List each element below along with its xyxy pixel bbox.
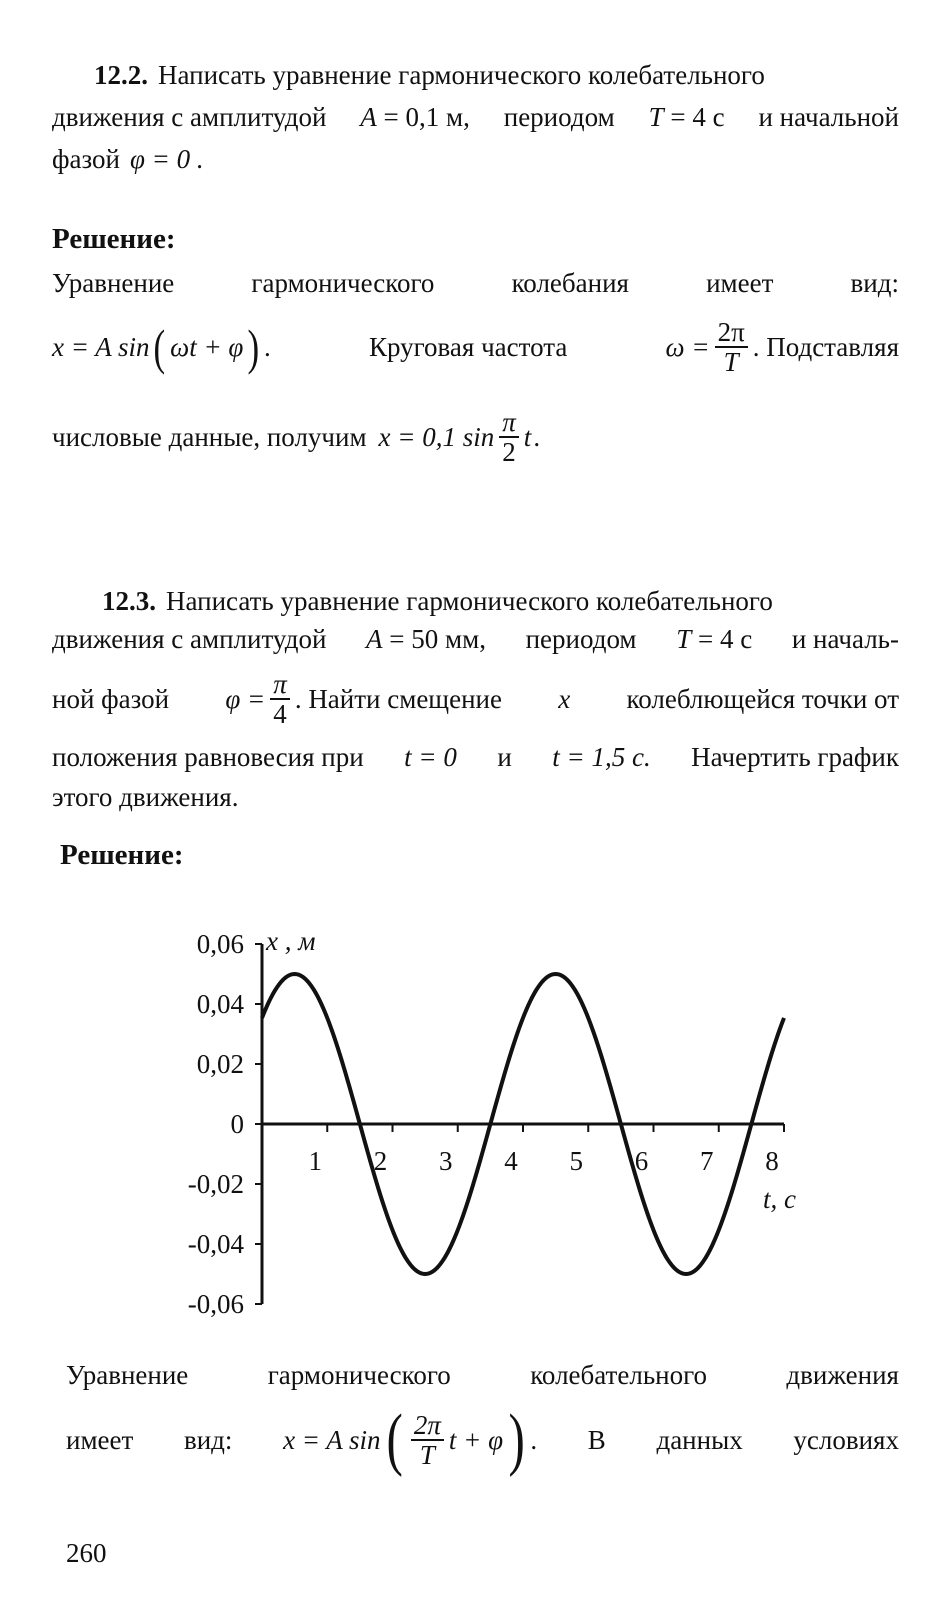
x-tick-label: 5 — [569, 1146, 583, 1176]
fraction-numerator: 2π — [715, 318, 748, 348]
fraction-denominator: T — [419, 1440, 435, 1470]
fraction-numerator: π — [499, 408, 519, 438]
x-tick-label: 7 — [700, 1146, 714, 1176]
amplitude-value: = 0,1 м, — [383, 102, 470, 132]
right-paren: ) — [508, 1401, 525, 1478]
amplitude-symbol: A — [360, 102, 377, 132]
solution-12-2-line3 — [52, 402, 540, 472]
period-value: = 4 с — [670, 102, 725, 132]
solution-word: условиях — [793, 1424, 899, 1455]
equation-end: . — [264, 331, 271, 362]
phase-equation — [225, 670, 502, 729]
x-tick-label: 6 — [634, 1146, 649, 1176]
problem-12-3-text: Начертить график — [691, 742, 899, 772]
equation-end: . — [530, 1424, 538, 1455]
problem-12-2-line1 — [52, 62, 899, 92]
left-paren: ( — [153, 319, 166, 375]
x-tick-label: 1 — [308, 1146, 322, 1176]
solution-word: Уравнение — [66, 1360, 189, 1390]
amplitude-symbol: A — [366, 624, 383, 654]
x-tick-label: 4 — [504, 1146, 518, 1176]
solution-word: Уравнение — [52, 268, 175, 298]
solution-word: данных — [656, 1424, 743, 1455]
x-tick-label: 2 — [373, 1146, 388, 1176]
y-tick-label: 0,06 — [196, 929, 244, 959]
problem-12-3-number: 12.3. — [102, 586, 156, 616]
page-number: 260 — [66, 1538, 107, 1568]
fraction-numerator: π — [270, 670, 290, 700]
omega-lhs: ω = — [665, 331, 710, 362]
problem-12-2-number: 12.2. — [94, 60, 148, 90]
fraction-denominator: T — [723, 347, 739, 377]
solution-12-2-line1 — [52, 270, 899, 300]
solution-12-3-heading: Решение: — [60, 839, 184, 871]
time-one-point-five: t = 1,5 с. — [552, 742, 651, 772]
phase-lhs: φ = — [225, 683, 266, 714]
pi-over-4-fraction — [270, 670, 290, 729]
general-harmonic-equation — [283, 1401, 538, 1478]
solution-12-3-line2 — [66, 1400, 899, 1480]
solution-12-2-line2 — [52, 312, 899, 382]
problem-12-2-text: периодом — [503, 102, 615, 132]
equation-lhs: x = A sin — [52, 331, 150, 362]
solution-text: Круговая частота — [368, 331, 568, 362]
problem-12-3-line2 — [52, 626, 899, 656]
problem-12-3-text: ной фазой — [52, 683, 170, 714]
problem-12-3-text: . Найти смещение — [294, 683, 502, 714]
problem-12-2-text: и начальной — [758, 102, 899, 132]
problem-12-2-text: Написать уравнение гармонического колебательного — [158, 60, 765, 90]
x-axis-label: t, с — [763, 1184, 796, 1214]
y-tick-label: -0,04 — [187, 1229, 244, 1259]
solution-word: вид: — [850, 268, 899, 298]
harmonic-equation — [52, 319, 271, 375]
x-tick-label: 3 — [439, 1146, 453, 1176]
equation-lhs: x = 0,1 sin — [378, 421, 495, 452]
amplitude-value: = 50 мм, — [389, 624, 486, 654]
problem-12-2-text: фазой — [52, 144, 120, 174]
equation-argument: ωt + φ — [170, 331, 244, 362]
period-symbol: T — [648, 102, 664, 132]
equation-rest: t + φ — [448, 1424, 504, 1455]
pi-over-2-fraction — [499, 408, 519, 467]
phase-equation: φ = 0 . — [129, 144, 204, 174]
problem-12-3-line3 — [52, 664, 899, 734]
time-zero: t = 0 — [404, 742, 457, 772]
problem-12-3-line4 — [52, 744, 899, 774]
problem-12-3-text: колеблющейся точки от — [626, 683, 899, 714]
period-symbol: T — [676, 624, 692, 654]
solution-word: движения — [786, 1360, 899, 1390]
solution-word: гармонического — [251, 268, 435, 298]
two-pi-over-t-fraction — [411, 1411, 444, 1470]
solution-word: колебательного — [530, 1360, 707, 1390]
problem-12-3-text: и — [497, 742, 512, 772]
right-paren: ) — [247, 319, 260, 375]
period-value: = 4 с — [697, 624, 753, 654]
solution-12-2-heading: Решение: — [52, 223, 176, 255]
result-equation — [379, 408, 541, 467]
problem-12-3-text: Написать уравнение гармонического колебательного — [166, 586, 773, 616]
equation-end: . — [533, 421, 541, 452]
x-tick-label: 8 — [765, 1146, 779, 1176]
y-tick-label: 0,02 — [196, 1049, 244, 1079]
y-axis-label: x , м — [266, 926, 316, 956]
problem-12-2-line2 — [52, 104, 899, 134]
solution-text: . Подставляя — [752, 331, 899, 362]
displacement-symbol: x — [558, 683, 571, 714]
problem-12-2-text: движения с амплитудой — [52, 102, 327, 132]
problem-12-3-line1 — [52, 588, 899, 618]
time-variable: t — [523, 421, 532, 452]
problem-12-3-text: и началь- — [791, 624, 899, 654]
y-tick-label: -0,06 — [187, 1289, 244, 1318]
y-tick-label: 0 — [230, 1109, 244, 1139]
problem-12-3-text: периодом — [525, 624, 637, 654]
omega-equation — [666, 318, 899, 377]
problem-12-3-text: положения равновесия при — [52, 742, 364, 772]
solution-word: имеет — [66, 1424, 134, 1455]
y-tick-label: -0,02 — [187, 1169, 244, 1199]
solution-word: вид: — [183, 1424, 233, 1455]
solution-12-3-line1 — [66, 1362, 899, 1392]
fraction-denominator: 2 — [502, 437, 516, 467]
solution-word: колебания — [511, 268, 629, 298]
solution-word: гармонического — [267, 1360, 451, 1390]
fraction-denominator: 4 — [273, 699, 287, 729]
solution-text: числовые данные, получим — [52, 421, 367, 452]
solution-word: имеет — [706, 268, 774, 298]
oscillation-chart — [160, 918, 840, 1318]
problem-12-3-line5: этого движения. — [52, 782, 239, 812]
problem-12-2-line3 — [52, 146, 899, 176]
left-paren: ( — [386, 1401, 403, 1478]
problem-12-3-text: движения с амплитудой — [52, 624, 327, 654]
y-tick-label: 0,04 — [196, 989, 244, 1019]
fraction-numerator: 2π — [411, 1411, 444, 1441]
equation-lhs: x = A sin — [283, 1424, 381, 1455]
omega-fraction — [715, 318, 748, 377]
solution-word: В — [587, 1424, 606, 1455]
